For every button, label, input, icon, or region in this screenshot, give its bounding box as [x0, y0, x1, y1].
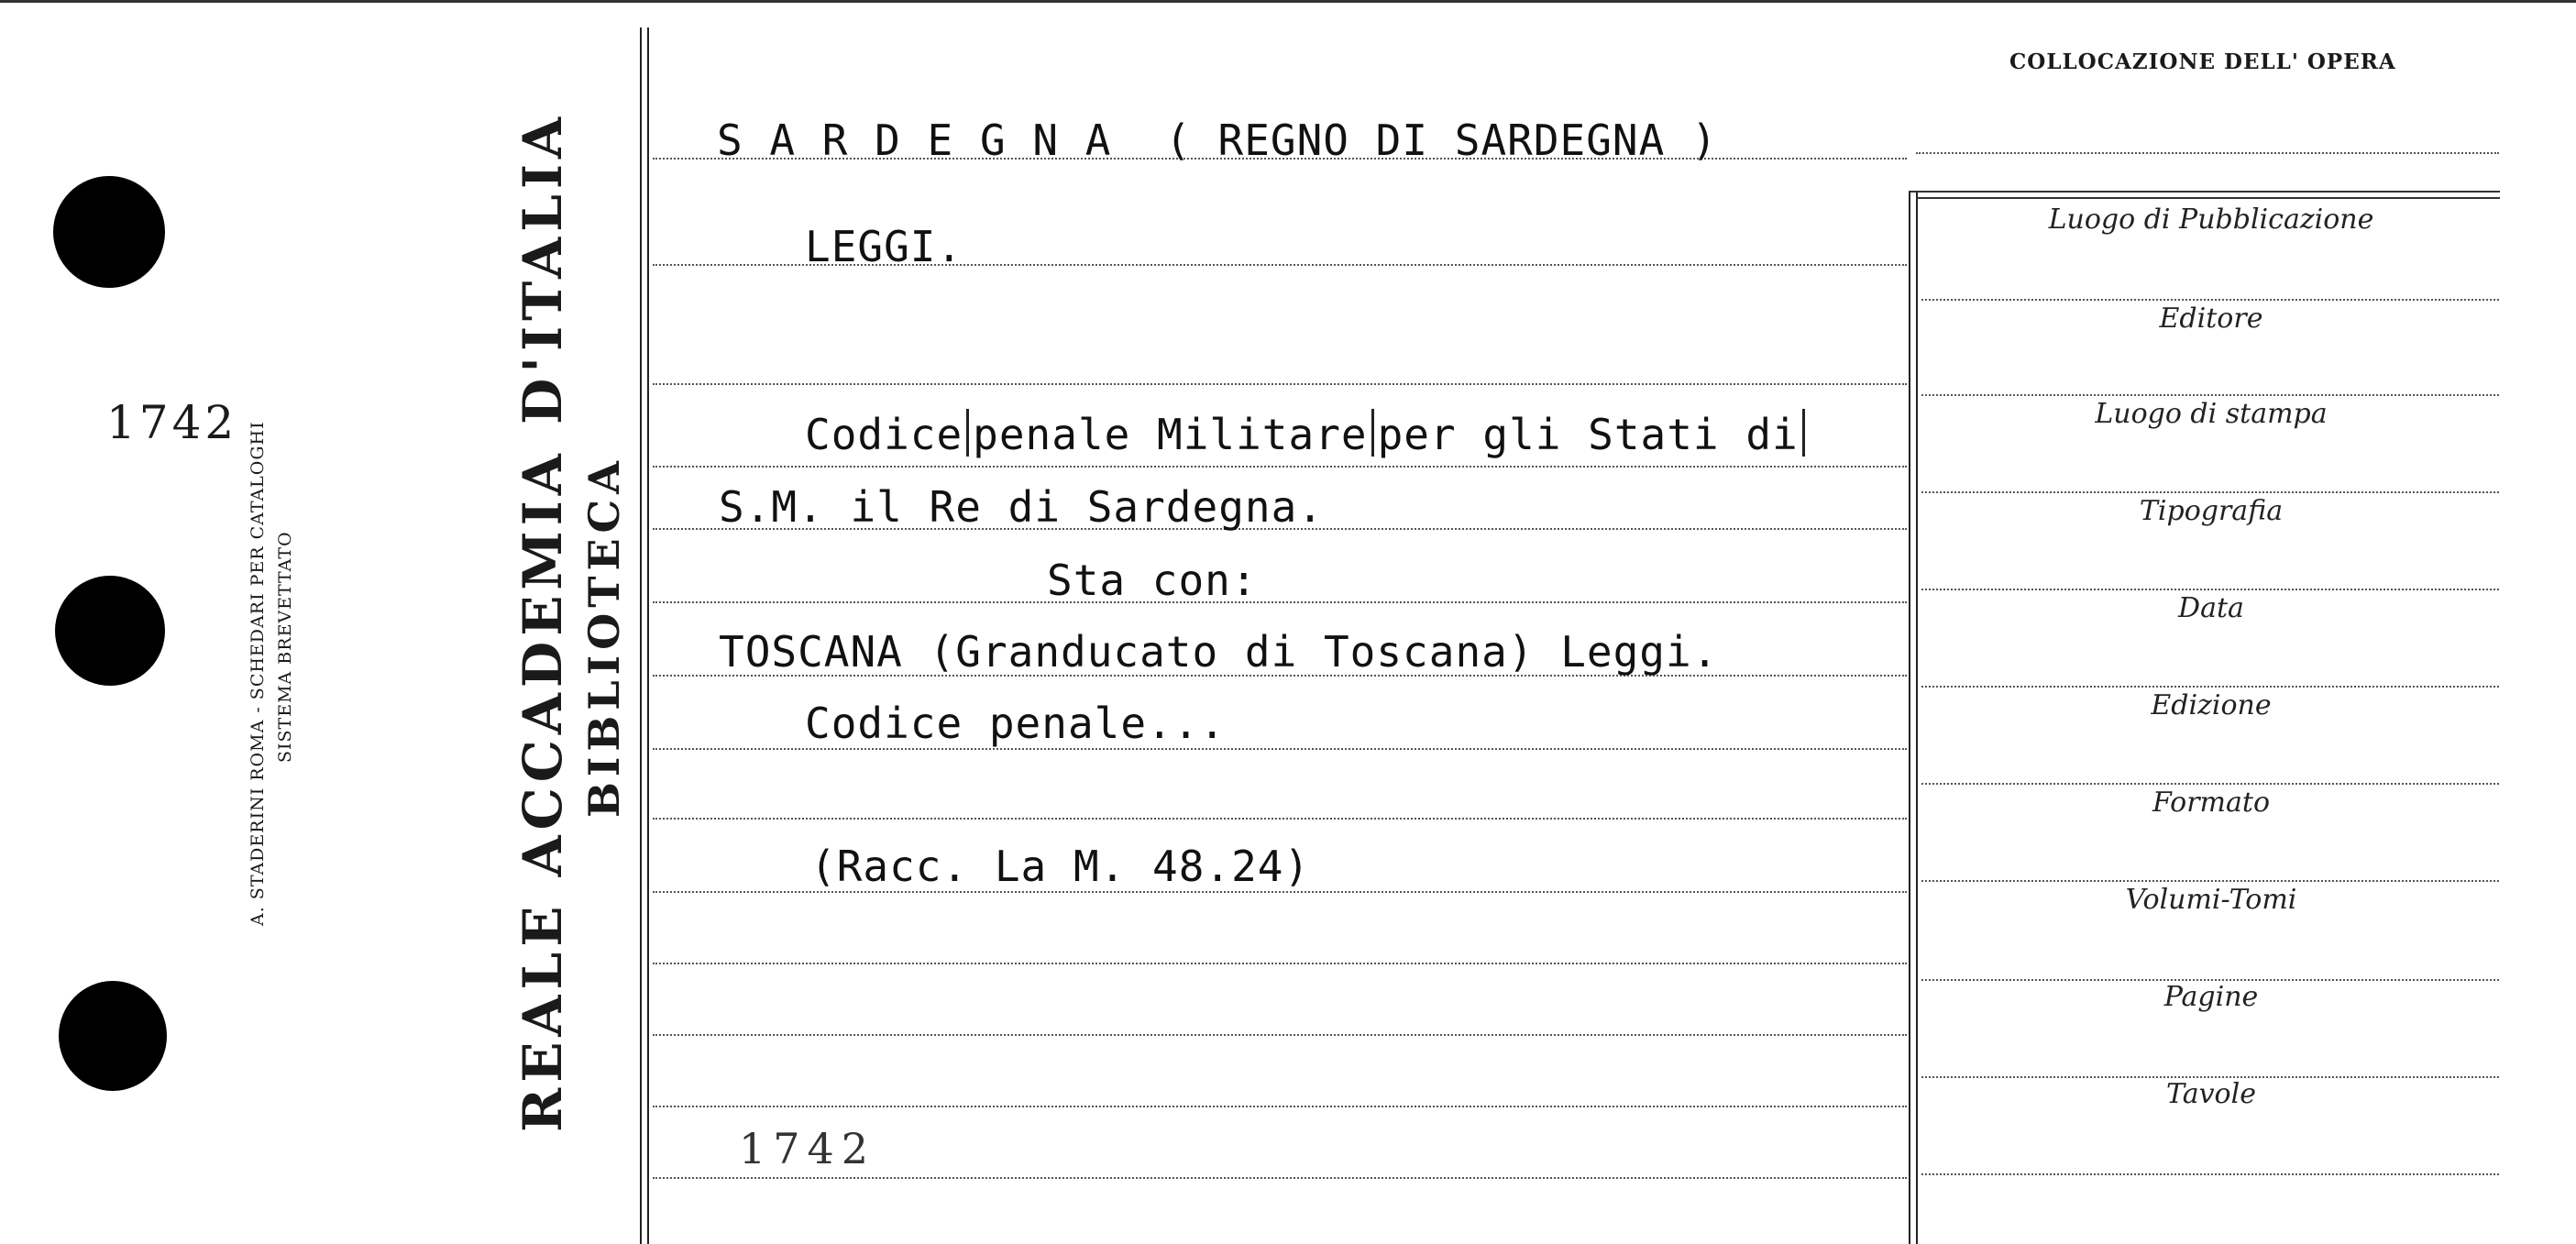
left-margin-rule [640, 28, 642, 1244]
field-rule [1921, 686, 2499, 688]
field-formato: Formato [2152, 787, 2271, 819]
field-rule [1921, 589, 2499, 590]
field-rule [1921, 1173, 2499, 1175]
field-tipografia: Tipografia [2139, 495, 2284, 527]
entry-subject: LEGGI. [805, 222, 963, 271]
field-editore: Editore [2159, 303, 2263, 335]
rule-line [653, 466, 1907, 468]
field-box-top-2 [1916, 197, 2500, 199]
field-data: Data [2178, 592, 2244, 624]
rule-line [1916, 152, 2499, 154]
title-part-3: per gli Stati di [1377, 410, 1799, 459]
field-luogo-pubblicazione: Luogo di Pubblicazione [2048, 204, 2374, 236]
heading-paren: ( REGNO DI SARDEGNA ) [1165, 116, 1718, 165]
entry-shelfmark: (Racc. La M. 48.24) [810, 842, 1311, 891]
field-rule [1921, 880, 2499, 882]
field-volumi-tomi: Volumi-Tomi [2125, 884, 2297, 916]
field-rule [1921, 783, 2499, 785]
library-name: BIBLIOTECA [579, 456, 629, 818]
rule-line [653, 1177, 1907, 1179]
field-tavole: Tavole [2166, 1078, 2256, 1110]
entry-bound-with: Sta con: [1047, 556, 1258, 605]
field-edizione: Edizione [2151, 689, 2272, 721]
entry-heading [717, 116, 1718, 165]
title-part-1: Codice [805, 410, 963, 459]
card-top-border [0, 0, 2576, 3]
field-box-top [1909, 191, 2500, 193]
vendor-line-2: SISTEMA BREVETTATO [275, 531, 295, 763]
title-divider [1802, 409, 1805, 457]
vendor-line-1: A. STADERINI ROMA - SCHEDARI PER CATALOGHI [248, 421, 268, 926]
field-luogo-stampa: Luogo di stampa [2095, 398, 2328, 430]
card-number-bottom: 1742 [739, 1124, 876, 1173]
entry-related-line1: TOSCANA (Granducato di Toscana) Leggi. [719, 627, 1719, 677]
punch-hole-middle [55, 576, 165, 686]
rule-line [653, 891, 1907, 893]
entry-related-line2: Codice penale... [805, 699, 1227, 748]
rule-line [653, 1106, 1907, 1107]
field-rule [1921, 394, 2499, 396]
field-pagine: Pagine [2163, 981, 2259, 1013]
field-rule [1921, 491, 2499, 493]
heading-main: S A R D E G N A [717, 116, 1112, 165]
punch-hole-top [53, 176, 165, 288]
rule-line [653, 601, 1907, 603]
title-divider [1371, 409, 1374, 457]
institution-name: REALE ACCADEMIA D'ITALIA [512, 111, 574, 1132]
rule-line [653, 818, 1907, 820]
title-part-2: penale Militare [973, 410, 1368, 459]
punch-hole-bottom [59, 981, 167, 1091]
field-box-rule-2 [1916, 191, 1918, 1244]
entry-title-line2: S.M. il Re di Sardegna. [719, 482, 1324, 532]
card-number-left: 1742 [106, 396, 238, 449]
field-box-rule [1909, 191, 1910, 1244]
title-divider [966, 409, 969, 457]
field-rule [1921, 299, 2499, 301]
rule-line [653, 748, 1907, 750]
left-margin-rule-2 [647, 28, 649, 1244]
rule-line [653, 383, 1907, 385]
rule-line [653, 963, 1907, 964]
location-header: COLLOCAZIONE DELL' OPERA [2009, 50, 2396, 74]
rule-line [653, 1034, 1907, 1036]
entry-title-line1 [805, 409, 1809, 459]
